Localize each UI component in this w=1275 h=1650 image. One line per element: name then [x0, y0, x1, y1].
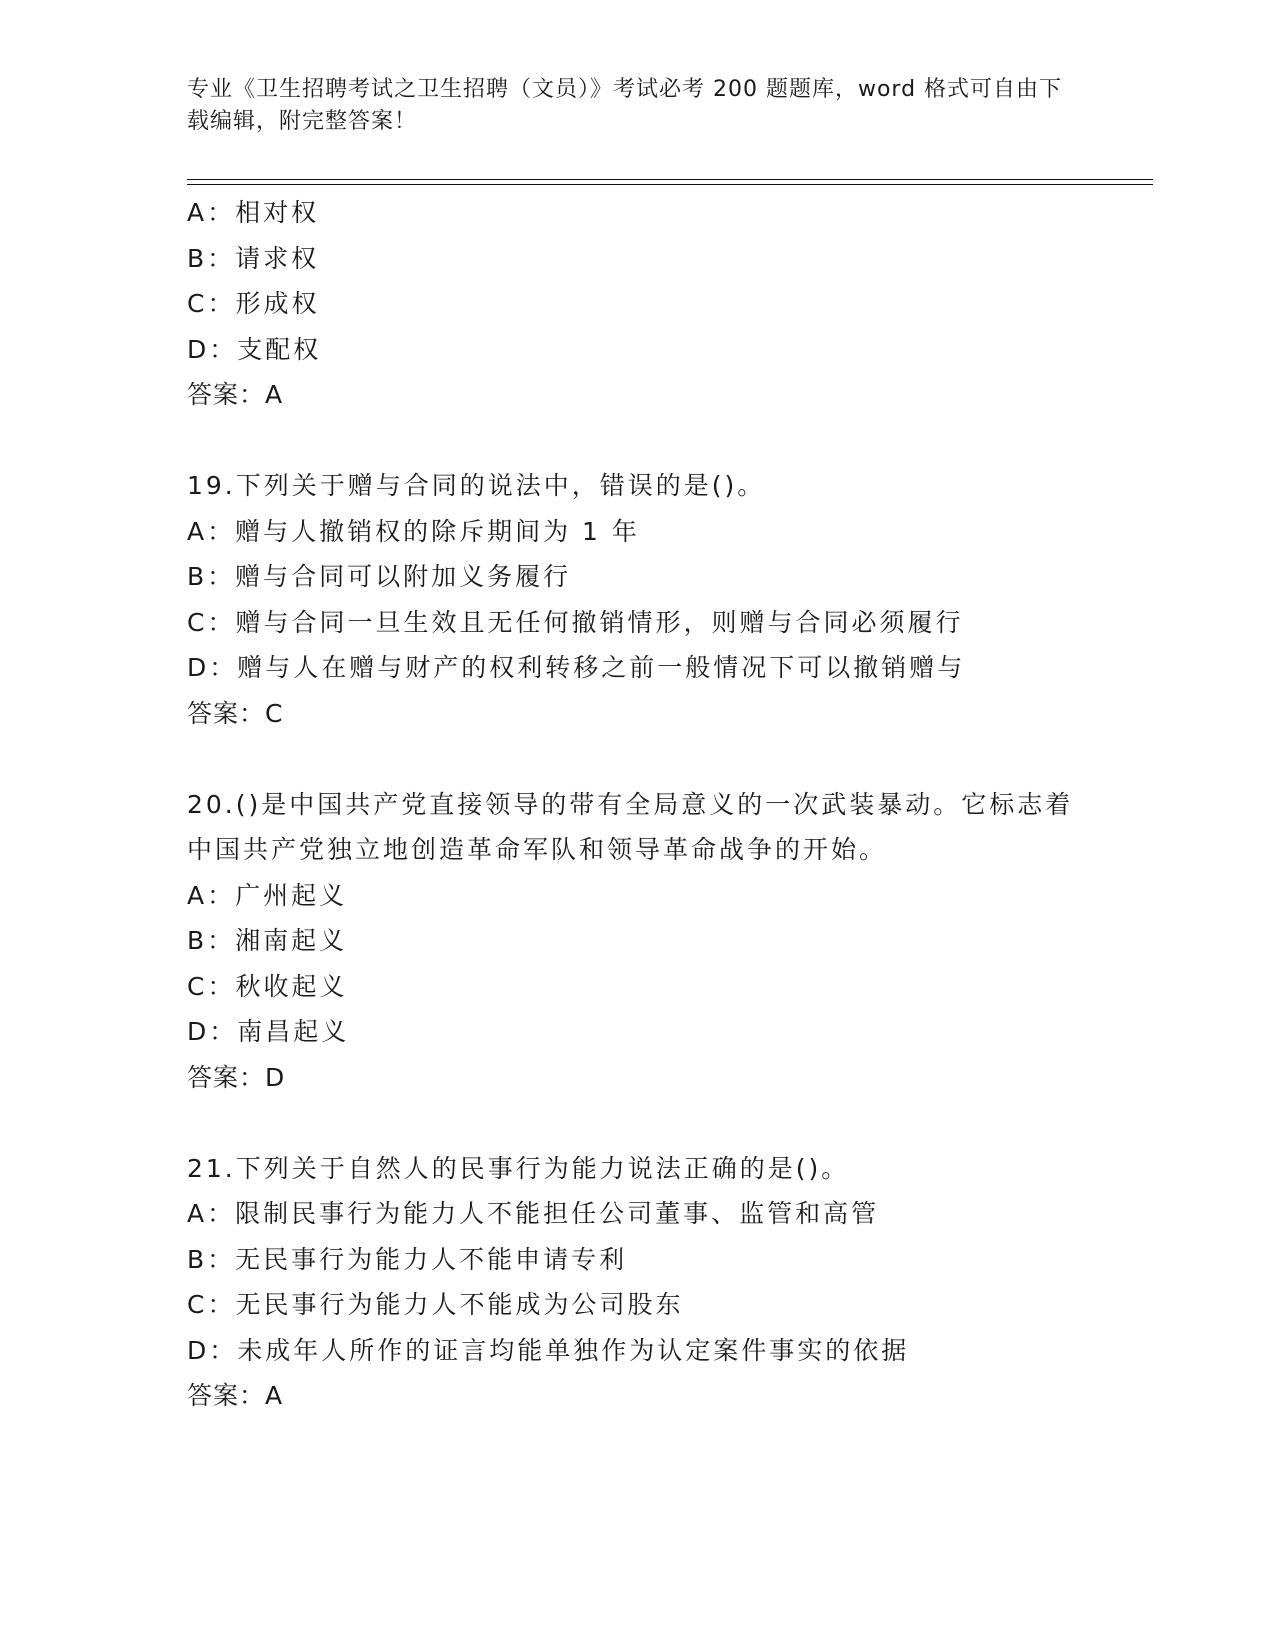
option-c: C：秋收起义	[187, 971, 348, 1001]
question-spacer	[187, 1100, 1087, 1146]
question-spacer	[187, 418, 1087, 464]
document-header: 专业《卫生招聘考试之卫生招聘（文员）》考试必考 200 题题库，word 格式可自由下载编辑，附完整答案！	[187, 77, 1063, 134]
answer: 答案：A	[187, 380, 284, 409]
option-b: B：湘南起义	[187, 926, 348, 955]
option-b: B：无民事行为能力人不能申请专利	[187, 1244, 628, 1274]
question-20	[187, 782, 1087, 1101]
question-stem: 19.下列关于赠与合同的说法中，错误的是()。	[187, 471, 766, 500]
question-list	[187, 190, 1087, 1419]
question-spacer	[187, 736, 1087, 782]
header-divider-bottom	[187, 184, 1153, 185]
option-a: A：相对权	[187, 198, 320, 227]
option-a: A：赠与人撤销权的除斥期间为 1 年	[187, 516, 640, 546]
question-18	[187, 190, 1087, 418]
option-d: D：赠与人在赠与财产的权利转移之前一般情况下可以撤销赠与	[187, 653, 966, 682]
question-19	[187, 463, 1087, 736]
option-d: D：未成年人所作的证言均能单独作为认定案件事实的依据	[187, 1335, 910, 1365]
answer: 答案：D	[187, 1062, 286, 1092]
option-b: B：请求权	[187, 243, 320, 273]
option-c: C：形成权	[187, 289, 320, 318]
option-a: A：限制民事行为能力人不能担任公司董事、监管和高管	[187, 1199, 880, 1228]
option-c: C：赠与合同一旦生效且无任何撤销情形，则赠与合同必须履行	[187, 607, 964, 637]
question-stem: 21.下列关于自然人的民事行为能力说法正确的是()。	[187, 1153, 850, 1183]
answer: 答案：C	[187, 698, 284, 728]
option-a: A：广州起义	[187, 880, 348, 910]
header-divider-top	[187, 179, 1153, 180]
option-b: B：赠与合同可以附加义务履行	[187, 562, 572, 591]
question-stem: 20.()是中国共产党直接领导的带有全局意义的一次武装暴动。它标志着中国共产党独立地创造革命军队和领导革命战争的开始。	[187, 789, 1074, 864]
option-d: D：南昌起义	[187, 1017, 350, 1046]
option-c: C：无民事行为能力人不能成为公司股东	[187, 1290, 684, 1319]
answer: 答案：A	[187, 1381, 284, 1410]
option-d: D：支配权	[187, 334, 322, 364]
question-21	[187, 1146, 1087, 1419]
